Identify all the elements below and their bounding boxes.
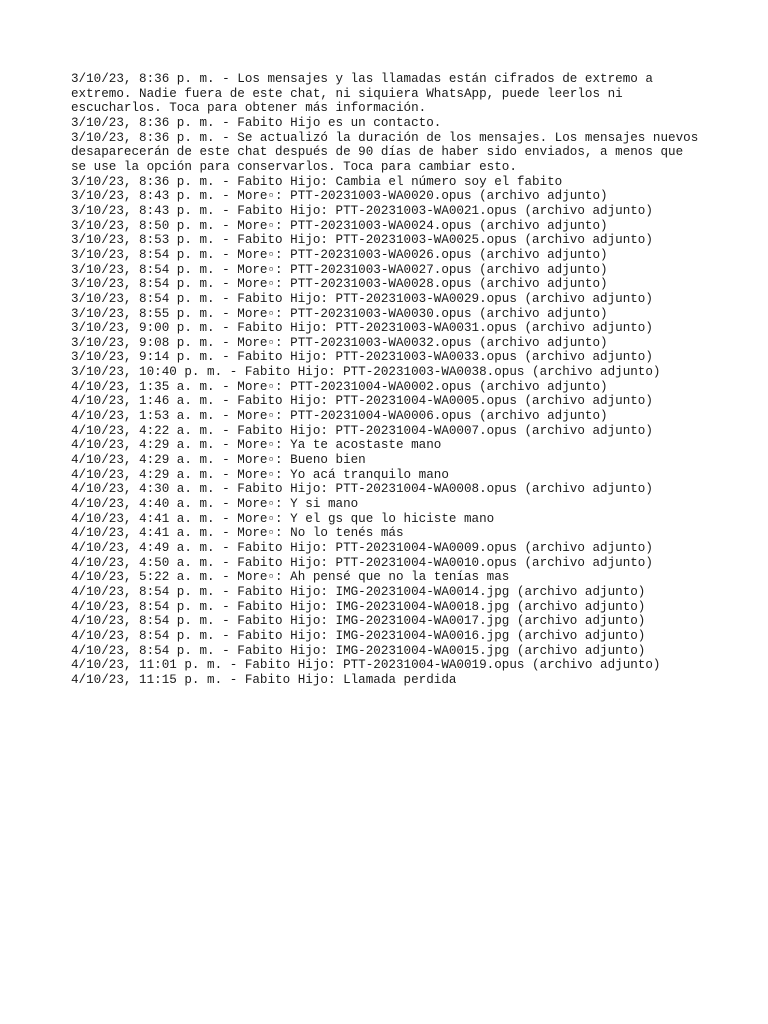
log-line: 4/10/23, 1:35 a. m. - More▫: PTT-20231004-WA0002.opus (archivo adjunto)	[71, 379, 608, 394]
log-line: 4/10/23, 4:41 a. m. - More▫: Y el gs que lo hiciste mano	[71, 511, 495, 526]
log-line: 4/10/23, 8:54 p. m. - Fabito Hijo: IMG-20231004-WA0016.jpg (archivo adjunto)	[71, 628, 646, 643]
log-line: 4/10/23, 1:46 a. m. - Fabito Hijo: PTT-20231004-WA0005.opus (archivo adjunto)	[71, 394, 653, 409]
log-line: 4/10/23, 4:22 a. m. - Fabito Hijo: PTT-20231004-WA0007.opus (archivo adjunto)	[71, 423, 653, 438]
log-line: 3/10/23, 8:36 p. m. - Fabito Hijo es un contacto.	[71, 115, 442, 130]
log-line: 3/10/23, 8:54 p. m. - More▫: PTT-20231003-WA0028.opus (archivo adjunto)	[71, 277, 608, 292]
log-line: 4/10/23, 4:29 a. m. - More▫: Bueno bien	[71, 453, 366, 468]
log-line: 4/10/23, 4:49 a. m. - Fabito Hijo: PTT-20231004-WA0009.opus (archivo adjunto)	[71, 541, 653, 555]
log-line: 3/10/23, 8:54 p. m. - Fabito Hijo: PTT-20231003-WA0029.opus (archivo adjunto)	[71, 291, 653, 306]
log-line: 4/10/23, 5:22 a. m. - More▫: Ah pensé que no la tenías mas	[71, 570, 510, 585]
log-line: 4/10/23, 8:54 p. m. - Fabito Hijo: IMG-20231004-WA0015.jpg (archivo adjunto)	[71, 643, 646, 658]
log-line: 4/10/23, 8:54 p. m. - Fabito Hijo: IMG-20231004-WA0014.jpg (archivo adjunto)	[71, 584, 646, 599]
log-line: 4/10/23, 4:29 a. m. - More▫: Ya te acostaste mano	[71, 438, 442, 453]
log-line: extremo. Nadie fuera de este chat, ni siquiera WhatsApp, puede leerlos ni	[71, 86, 623, 101]
log-line: 3/10/23, 10:40 p. m. - Fabito Hijo: PTT-20231003-WA0038.opus (archivo adjunto)	[71, 365, 661, 380]
log-line: 3/10/23, 8:36 p. m. - Los mensajes y las llamadas están cifrados de extremo a	[71, 72, 653, 86]
log-line: 3/10/23, 8:53 p. m. - Fabito Hijo: PTT-20231003-WA0025.opus (archivo adjunto)	[71, 233, 653, 248]
log-line: 3/10/23, 8:54 p. m. - More▫: PTT-20231003-WA0026.opus (archivo adjunto)	[71, 247, 608, 262]
log-line: 4/10/23, 4:41 a. m. - More▫: No lo tenés más	[71, 526, 404, 541]
chat-export-text	[71, 72, 711, 688]
log-line: 3/10/23, 8:36 p. m. - Fabito Hijo: Cambia el número soy el fabito	[71, 174, 563, 189]
log-line: 4/10/23, 4:30 a. m. - Fabito Hijo: PTT-20231004-WA0008.opus (archivo adjunto)	[71, 482, 653, 497]
log-line: 4/10/23, 1:53 a. m. - More▫: PTT-20231004-WA0006.opus (archivo adjunto)	[71, 409, 608, 424]
log-line: 3/10/23, 8:43 p. m. - More▫: PTT-20231003-WA0020.opus (archivo adjunto)	[71, 189, 608, 204]
log-line: 3/10/23, 8:50 p. m. - More▫: PTT-20231003-WA0024.opus (archivo adjunto)	[71, 218, 608, 233]
log-line: 4/10/23, 11:01 p. m. - Fabito Hijo: PTT-20231004-WA0019.opus (archivo adjunto)	[71, 658, 661, 673]
log-line: 3/10/23, 9:00 p. m. - Fabito Hijo: PTT-20231003-WA0031.opus (archivo adjunto)	[71, 321, 653, 336]
log-line: 4/10/23, 4:29 a. m. - More▫: Yo acá tranquilo mano	[71, 467, 449, 482]
log-line: 3/10/23, 9:14 p. m. - Fabito Hijo: PTT-20231003-WA0033.opus (archivo adjunto)	[71, 350, 653, 365]
log-line: 4/10/23, 11:15 p. m. - Fabito Hijo: Llamada perdida	[71, 672, 457, 687]
log-line: se use la opción para conservarlos. Toca para cambiar esto.	[71, 159, 517, 174]
log-line: 3/10/23, 9:08 p. m. - More▫: PTT-20231003-WA0032.opus (archivo adjunto)	[71, 335, 608, 350]
log-line: 4/10/23, 4:50 a. m. - Fabito Hijo: PTT-20231004-WA0010.opus (archivo adjunto)	[71, 555, 653, 570]
log-line: 3/10/23, 8:36 p. m. - Se actualizó la duración de los mensajes. Los mensajes nuevos	[71, 130, 699, 145]
log-line: 4/10/23, 4:40 a. m. - More▫: Y si mano	[71, 497, 359, 512]
log-line: desaparecerán de este chat después de 90 días de haber sido enviados, a menos que	[71, 145, 684, 160]
log-line: 3/10/23, 8:55 p. m. - More▫: PTT-20231003-WA0030.opus (archivo adjunto)	[71, 306, 608, 321]
log-line: 4/10/23, 8:54 p. m. - Fabito Hijo: IMG-20231004-WA0018.jpg (archivo adjunto)	[71, 599, 646, 614]
log-line: escucharlos. Toca para obtener más información.	[71, 101, 427, 116]
log-line: 3/10/23, 8:54 p. m. - More▫: PTT-20231003-WA0027.opus (archivo adjunto)	[71, 262, 608, 277]
log-line: 3/10/23, 8:43 p. m. - Fabito Hijo: PTT-20231003-WA0021.opus (archivo adjunto)	[71, 203, 653, 218]
log-line: 4/10/23, 8:54 p. m. - Fabito Hijo: IMG-20231004-WA0017.jpg (archivo adjunto)	[71, 614, 646, 629]
